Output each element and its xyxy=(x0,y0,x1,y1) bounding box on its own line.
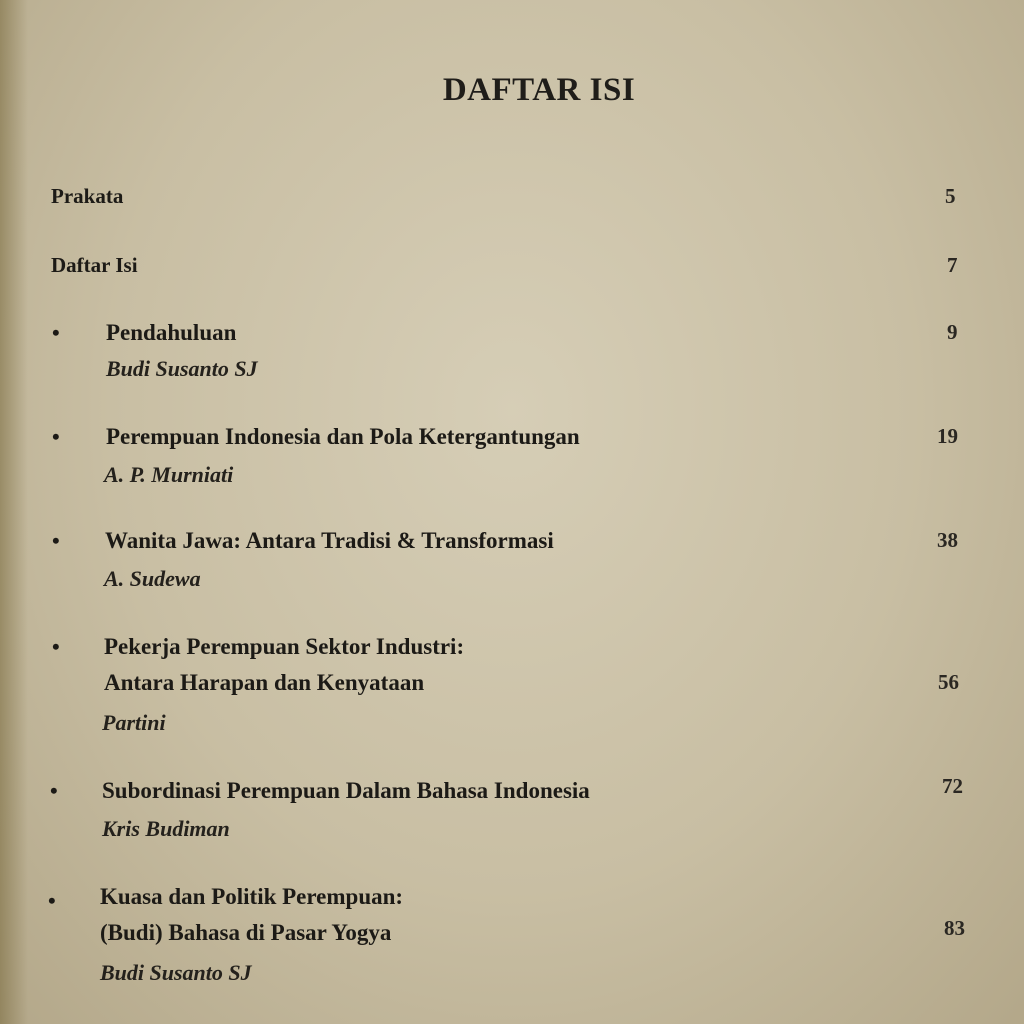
entry-author: Budi Susanto SJ xyxy=(100,960,252,985)
entry-title: Wanita Jawa: Antara Tradisi & Transformasi xyxy=(105,528,554,553)
toc-page-number: 7 xyxy=(947,253,958,277)
entry-author: A. P. Murniati xyxy=(104,462,234,487)
entry-author: Budi Susanto SJ xyxy=(106,356,258,381)
toc-page-number: 56 xyxy=(938,670,959,694)
entry-author: A. Sudewa xyxy=(104,566,201,591)
bullet-icon: • xyxy=(52,320,60,345)
toc-page-number: 38 xyxy=(937,528,958,552)
entry-title-line-1: Kuasa dan Politik Perempuan: xyxy=(100,884,404,909)
entry-author: Partini xyxy=(102,710,166,735)
entry-title: Perempuan Indonesia dan Pola Ketergantungan xyxy=(106,424,580,449)
entry-title: Pendahuluan xyxy=(106,320,237,345)
entry-title-line-2: (Budi) Bahasa di Pasar Yogya xyxy=(100,920,392,945)
toc-label: Daftar Isi xyxy=(51,253,138,277)
toc-page-number: 5 xyxy=(945,184,956,208)
bullet-icon: • xyxy=(50,778,58,803)
entry-author: Kris Budiman xyxy=(102,816,230,841)
bullet-icon: • xyxy=(52,528,60,553)
entry-title-line-2: Antara Harapan dan Kenyataan xyxy=(104,670,425,695)
toc-page-number: 19 xyxy=(937,424,958,448)
page-title: DAFTAR ISI xyxy=(442,72,636,108)
toc-page-number: 9 xyxy=(947,320,958,344)
bullet-icon: • xyxy=(48,888,56,913)
toc-page-number: 83 xyxy=(944,916,965,940)
toc-label: Prakata xyxy=(51,184,124,208)
bullet-icon: • xyxy=(52,634,60,659)
entry-title: Subordinasi Perempuan Dalam Bahasa Indonesia xyxy=(102,778,590,803)
bullet-icon: • xyxy=(52,424,60,449)
toc-page-number: 72 xyxy=(942,774,963,798)
entry-title-line-1: Pekerja Perempuan Sektor Industri: xyxy=(104,634,465,659)
